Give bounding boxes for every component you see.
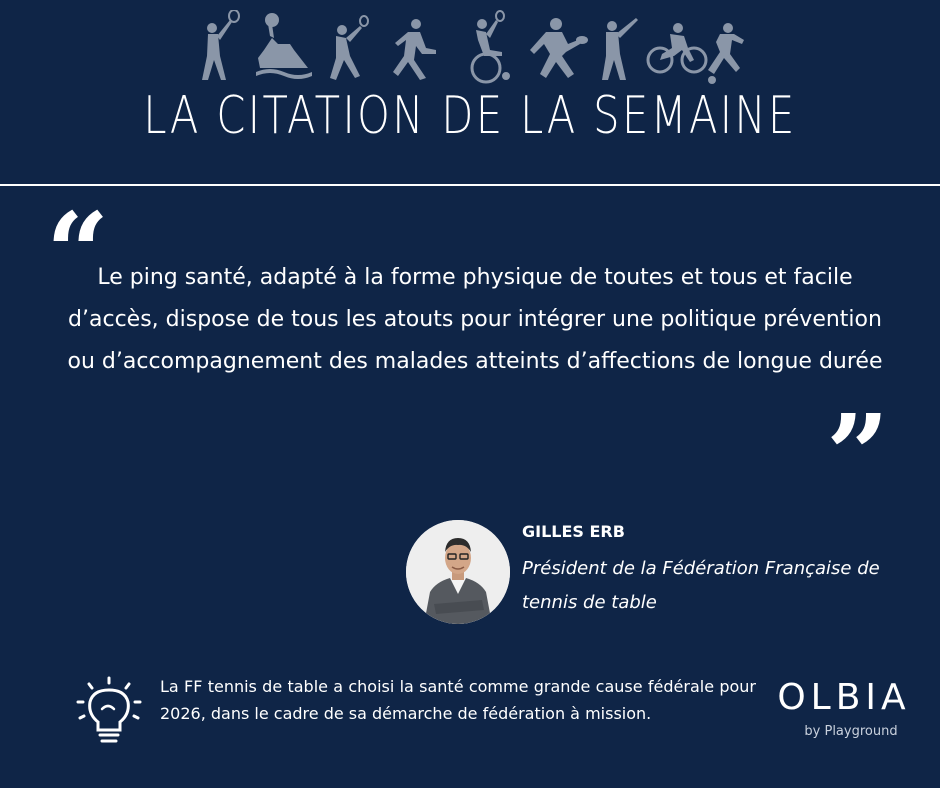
sports-icons-row bbox=[190, 10, 750, 86]
sports-silhouettes bbox=[190, 10, 750, 86]
rugby-player-icon bbox=[530, 18, 588, 78]
close-quote-icon: ” bbox=[826, 390, 890, 519]
author-role: Président de la Fédération Française de tennis de table bbox=[522, 558, 880, 613]
water-polo-icon bbox=[256, 13, 312, 79]
author-portrait-illustration bbox=[406, 520, 510, 624]
brand-logo bbox=[768, 678, 920, 739]
cyclist-icon bbox=[648, 23, 706, 72]
page-title: LA CITATION DE LA SEMAINE bbox=[143, 86, 797, 146]
wheelchair-tennis-icon bbox=[472, 11, 510, 82]
author-name: GILLES ERB bbox=[522, 522, 625, 541]
baseball-batter-icon bbox=[602, 18, 638, 80]
tennis-player-icon bbox=[202, 10, 239, 80]
quote-text: Le ping santé, adapté à la forme physique de toutes et tous et facile d’accès, dispose de tous les atouts pour intégrer une politique prévention ou d’accompagnement des malades atteints d’affections de longue durée bbox=[67, 265, 883, 374]
brand-tagline: by Playground bbox=[804, 724, 898, 739]
open-quote-icon: “ bbox=[46, 188, 110, 317]
badminton-player-icon bbox=[330, 16, 368, 80]
title-divider bbox=[0, 184, 940, 186]
lightbulb-icon bbox=[74, 676, 144, 748]
author-photo bbox=[406, 520, 510, 624]
soccer-player-icon bbox=[708, 23, 744, 84]
brand-name: OLBIA bbox=[777, 677, 911, 718]
runner-icon bbox=[393, 19, 436, 80]
note-text: La FF tennis de table a choisi la santé comme grande cause fédérale pour 2026, dans le cadre de sa démarche de fédération à mission. bbox=[160, 677, 756, 723]
